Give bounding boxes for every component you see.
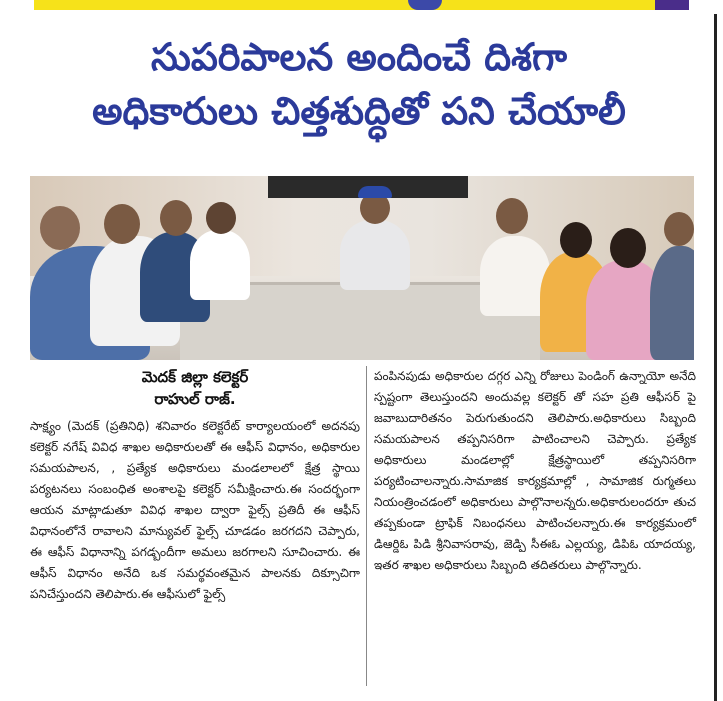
photo-person bbox=[190, 230, 250, 300]
photo-person bbox=[650, 246, 694, 360]
meeting-photo bbox=[30, 176, 694, 360]
headline bbox=[14, 30, 704, 138]
photo-head bbox=[160, 200, 192, 236]
column-divider bbox=[366, 366, 367, 686]
photo-head bbox=[496, 198, 528, 234]
yellow-band bbox=[34, 0, 689, 10]
caption-line-1: మెదక్ జిల్లా కలెక్టర్ bbox=[141, 368, 249, 386]
photo-head bbox=[104, 204, 140, 244]
photo-head bbox=[560, 222, 592, 258]
photo-head bbox=[206, 202, 236, 234]
logo-fragment bbox=[408, 0, 442, 10]
right-border-rule bbox=[714, 14, 717, 701]
caption-line-2: రాహుల్ రాజ్. bbox=[154, 390, 236, 408]
purple-band bbox=[655, 0, 689, 10]
photo-cap bbox=[358, 186, 392, 198]
photo-person bbox=[340, 220, 410, 290]
article-column-left: సాక్ష్యం (మెదక్ (ప్రతినిధి) శనివారం కలెక్టరేట్ కార్యాలయంలో అదనపు కలెక్టర్ నగేష్ వివిధ శాఖల అధికారులతో ఈ ఆఫీస్ విధానం, అధికారుల సమయపాలన, , ప్రత్యేక అధికారులు మండలాలలో క్షేత్ర స్థాయి పర్యటనలు సంబంధిత అంశాలపై కలెక్టర్ సమీక్షించారు.ఈ సందర్భంగా ఆయన మాట్లాడుతూ వివిధ శాఖల ద్వారా ఫైల్స్ ప్రతిదీ ఈ ఆఫీస్ విధానంలోనే రావాలని మాన్యువల్ ఫైల్స్ చూడడం జరగదని చెప్పారు, ఈ ఆఫీస్ విధానాన్ని పగడ్బందీగా అమలు జరగాలని సూచించారు. ఈ ఆఫీస్ విధానం అనేది ఒక సమర్థవంతమైన పాలనకు దిక్సూచిగా పనిచేస్తుందని తెలిపారు.ఈ ఆఫీసులో ఫైల్స్ bbox=[30, 419, 360, 601]
article-column-right: పంపినపుడు అధికారుల దగ్గర ఎన్ని రోజులు పెండింగ్ ఉన్నాయో అనేది స్పష్టంగా తెలుస్తుందని అందువల్ల కలెక్టర్ తో సహ ప్రతి ఆఫీసర్ పై జవాబుదారితనం పెరుగుతుందని తెలిపారు.అధికారులు సిబ్బంది సమయపాలన తప్పనిసరిగా పాటించాలని చెప్పారు. ప్రత్యేక అధికారులు మండలాల్లో క్షేత్రస్థాయిలో తప్పనిసరిగా పర్యటించాలన్నారు.సామాజిక కార్యక్రమాల్లో , సామాజిక రుగ్మతలు నియంత్రించడంలో అధికారులు పాల్గొనాలన్నరు.అధికారులందరూ తుచ తప్పకుండా ట్రాఫిక్ నిబంధనలు పాటించలన్నారు.ఈ కార్యక్రమంలో డిఆర్డిఓ పిడి శ్రీనివాసరావు, జెడ్పి సీఈఓ ఎల్లయ్య, డిపిఓ యాదయ్య, ఇతర శాఖల అధికారులు సిబ్బంది తదితరులు పాల్గొన్నారు. bbox=[374, 369, 696, 572]
headline-line-2: అధికారులు చిత్తశుద్ధితో పని చేయాలీ bbox=[92, 89, 626, 133]
top-color-band bbox=[0, 0, 723, 14]
photo-head bbox=[610, 228, 646, 268]
photo-head bbox=[664, 212, 694, 246]
headline-line-1: సుపరిపాలన అందించే దిశగా bbox=[151, 35, 567, 79]
photo-caption bbox=[30, 366, 360, 410]
photo-head bbox=[40, 206, 80, 250]
